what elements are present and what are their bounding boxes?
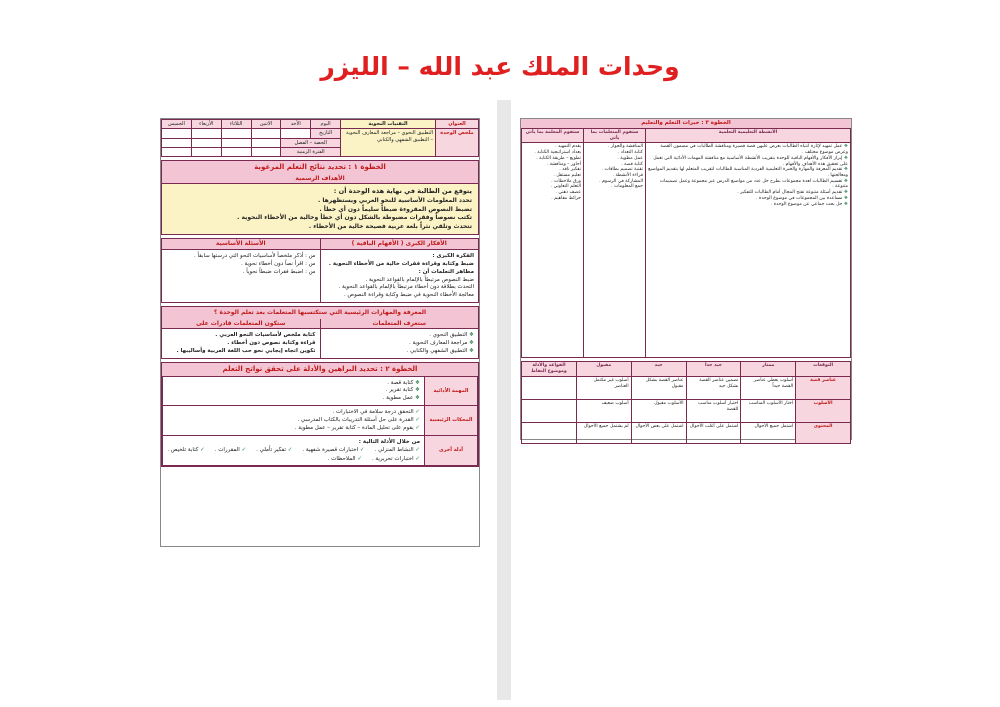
rubric-header-cell: جيد جداً [686, 362, 741, 376]
rubric-header-cell: جيد [631, 362, 686, 376]
big-ideas-section [161, 238, 479, 303]
learners-know-item: ❖ التطبيق النحوي . [325, 332, 475, 339]
big-idea-item: التحدث بطلاقة دون أخطاء مرتبطاً بالإلمام بالقواعد النحوية . [338, 284, 474, 291]
title-label: العنوان [436, 120, 479, 129]
essential-q-item: س : أذكر ملخصاً لأساسيات النحو التي درستها سابقاً . [193, 252, 316, 259]
objectives-title: الأهداف الرسمية [162, 174, 478, 185]
day-col-4: الأربعاء [191, 120, 221, 129]
page-gutter [497, 100, 511, 700]
learners-able-col [162, 319, 320, 358]
rubric-header-cell: مقبول [576, 362, 631, 376]
activity-item: ❖ مساعدة بين المجموعات في موضوع الوحدة . [648, 196, 848, 202]
learner-item: تعليم مستقل . [553, 173, 581, 179]
rubric-cell: الأسلوب مقبول [631, 399, 686, 422]
main-criteria-item: ✓ يقوم على تحليل المادة – كتابة تقرير – عمل مطوية . [167, 425, 420, 432]
title-value: التقنيات النحوية [341, 120, 436, 129]
learner-item: تطويع – طريقة الكتابة . [536, 155, 581, 161]
big-idea-item: مظاهر التعلمات أن : [418, 268, 474, 275]
day-col-1: الأحد [281, 120, 311, 129]
other-evidence-item: ✓ اختبارات تحريرية . [372, 456, 420, 463]
rubric-row-label: عناصر قصة [796, 376, 851, 399]
rubric-row-label: المحتوى [796, 422, 851, 443]
essential-q-list [162, 250, 320, 279]
rubric-cell [522, 422, 577, 443]
activity-item: ❖ حل بحث جماعي عن موضوع الوحدة . [648, 202, 848, 208]
day-col-5: الخميس [162, 120, 192, 129]
main-criteria-label: المحكات الرئيسية [425, 406, 478, 436]
learners-know-title: ستعرف المتعلمات [321, 319, 479, 330]
unit-header-table [161, 119, 479, 157]
ahead-item: المشاركة في الرسوم . [599, 178, 643, 184]
ahead-item: جمع المعلومات . [611, 184, 643, 190]
other-evidence-item: ✓ المقررات . [215, 447, 246, 454]
learner-item: خرائط مفاهيم . [551, 195, 581, 201]
activity-item: ❖ تقديم أسئلة متنوعة تفتح المجال أمام الطالبات للتفكير . [648, 190, 848, 196]
col-plan-ahead: ستقوم المتعلمات بما يأتي [584, 128, 646, 142]
step1-title: الخطوة ١ : تحديد نتائج التعلم المرغوبة [162, 161, 478, 174]
objectives-box [162, 184, 478, 234]
objective-item: تضبط النصوص المقروءة ضبطاً سليماً دون أي خطأ . [319, 205, 472, 213]
date-label: التاريخ [311, 129, 341, 138]
col-activities: الأنشطة التعليمية التعلمية [646, 128, 851, 142]
objectives-lead: يتوقع من الطالبة في نهاية هذه الوحدة أن : [333, 187, 472, 196]
summary-label: ملخص الوحدة [436, 129, 479, 157]
day-col-2: الاثنين [251, 120, 281, 129]
essential-questions-col [162, 239, 320, 302]
rubric-cell: عناصر القصة بشكل مقبول [631, 376, 686, 399]
learners-know-item: ❖ التطبيق الشفهي والكتابي . [325, 348, 475, 355]
main-criteria-item: ✓ التحقق درجة سلامة في الاختبارات . [167, 409, 420, 416]
step2-title: الخطوة ٢ : تحديد البراهين والأدلة على تحقق نواتج التعلم [162, 363, 478, 376]
objective-item: تتحدث وتلقي نثراً بلغة عربية فصيحة خالية من الأخطاء . [308, 222, 472, 230]
learners-able-item: قراءة وكتابة نصوص دون أخطاء . [227, 340, 316, 346]
activity-item: ❖ عمل تمهيد لإثارة انتباه الطالبات بعرض عليهن قصة قصيرة ومناقشة الطالبات في مضمون القصة وعرض موضوع مختلف . [648, 144, 848, 155]
rubric-cell: اشتمل جميع الأحوال [741, 422, 796, 443]
rubric-header-cell: القواعد والأدلة وموضوع النقاط [522, 362, 577, 376]
page-title: وحدات الملك عبد الله – الليزر [320, 52, 680, 81]
evidence-table [162, 376, 478, 467]
big-idea-item: معالجة الأخطاء النحوية في ضبط وكتابة وقراءة النصوص . [343, 292, 474, 299]
essential-q-item: س : اقرأ نصاً دون أخطاء نحوية . [241, 260, 316, 267]
objective-item: تحدد المعلومات الأساسية للنحو العربي ويستظهرها . [317, 197, 472, 205]
main-criteria-item: ✓ القدرة على حل أسئلة التدريبات بالكتاب المدرسي . [167, 417, 420, 424]
ahead-item: المناقشة والحوار . [608, 144, 643, 150]
left-page [160, 118, 480, 547]
knowledge-section [161, 306, 479, 359]
learners-able-item: تكوين اتجاه إيجابي نحو حب اللغة العربية وأساليبها . [176, 347, 316, 354]
essential-q-item: س : اضبط فقرات ضبطاً نحوياً . [242, 268, 316, 275]
day-col-0: اليوم [311, 120, 341, 129]
learner-item: التعلم التعاوني . [550, 184, 581, 190]
big-ideas-list [321, 250, 479, 302]
learners-able-title: ستكون المتعلمات قادرات على [162, 319, 320, 330]
rubric-cell: اشتمل على أغلب الأحوال [686, 422, 741, 443]
period-label: الحصة – الفصل [281, 138, 341, 147]
learner-item: يقدم التمهيد . [555, 144, 581, 150]
rubric-cell: لم يشتمل جميع الأحوال [576, 422, 631, 443]
rubric-header-cell: ممتاز [741, 362, 796, 376]
day-col-3: الثلاثاء [221, 120, 251, 129]
ahead-item: عمل مطوية . [617, 155, 643, 161]
step2-section [161, 362, 479, 468]
rubric-header-cell: التوقعات [796, 362, 851, 376]
knowledge-title: المعرفة والمهارات الرئيسية التي ستكتسبها المتعلمات بعد تعلم الوحدة ؟ [162, 307, 478, 319]
col-plan-learner: ستقوم المعلمة بما يأتي [522, 128, 584, 142]
activity-item: ❖ تقسيم الطالبات لعدة مجموعات بطرح حل عدد من مواضيع الدرس عبر مجموعة وعمل تصميمات متنوعة . [648, 179, 848, 190]
objective-item: تكتب نصوصاً وفقرات مضبوطة بالشكل دون أي خطأ وخالية من الأخطاء النحوية . [237, 214, 472, 222]
rubric-cell: اختار الأسلوب المناسب [741, 399, 796, 422]
duration-label: الفترة الزمنية [281, 147, 341, 156]
rubric-cell: تضمين عناصر القصة بشكل جيد [686, 376, 741, 399]
perf-task-item: ❖ كتابة قصة . [167, 380, 420, 387]
rubric-cell: اشتمل على بعض الأحوال [631, 422, 686, 443]
perf-task-item: ❖ كتابة تقرير . [167, 387, 420, 394]
rubric-cell [522, 376, 577, 399]
learner-item: ورق ملاحظات . [551, 178, 581, 184]
big-ideas-title: الأفكار الكبرى ( الأفهام الباقية ) [321, 239, 479, 250]
rubric-cell: أسلوب ضعيف [576, 399, 631, 422]
learner-item: تفكير ناقد . [559, 167, 581, 173]
big-idea-item: الفكرة الكبرى : [432, 252, 474, 259]
learners-know-col [320, 319, 479, 358]
other-evidence-item: ✓ تفكير تأملي . [256, 447, 292, 454]
learners-able-item: كتابة ملخص لأساسيات النحو العربي . [215, 332, 316, 339]
ahead-item: كتابة قصة . [621, 161, 643, 167]
learner-item: عصف ذهني . [555, 190, 581, 196]
step1-section [161, 160, 479, 235]
activity-item: ❖ إبراز الأفكار والأفهام الباقية للوحدة بتقريب الأنشطة الأساسية مع مناقشة المهمات الأدائية التي تعمل على تحقيق هذه الأهداف والأفهام . [648, 156, 848, 167]
essential-q-title: الأسئلة الأساسية [162, 239, 320, 250]
learner-item: أحاور – ومناقشة . [546, 161, 581, 167]
learners-know-item: ❖ مراجعة المعارف النحوية . [325, 340, 475, 347]
perf-task-label: المهمة الأدائية [425, 376, 478, 406]
other-evidence-item: ✓ كتابة تلخيص . [167, 447, 204, 454]
perf-task-item: ❖ عمل مطوية . [167, 395, 420, 402]
big-idea-item: ضبط وكتابة وقراءة فقرات خالية من الأخطاء النحوية . [328, 260, 474, 267]
right-page [520, 118, 852, 440]
ahead-item: تقنية تصميم بطاقات . [601, 167, 643, 173]
step3-title: الخطوة ٣ : خبرات التعلم والتعليم [521, 119, 851, 128]
other-evidence-item: ✓ اختبارات قصيرة شفهية . [302, 447, 364, 454]
other-evidence-item: ✓ الملاحظات . [328, 456, 362, 463]
other-evidence-item: ✓ النشاط المنزلي . [375, 447, 420, 454]
ahead-item: كتابة التعداد . [617, 150, 643, 156]
rubric-row-label: الأسلوب [796, 399, 851, 422]
rubric-cell: أسلوب غير مكتمل العناصر [576, 376, 631, 399]
activities-table [521, 128, 851, 358]
other-evidence-lead: من خلال الأدلة التالية : [358, 438, 420, 445]
big-ideas-col [320, 239, 479, 302]
ahead-item: قراءة الأنشطة . [612, 173, 643, 179]
big-idea-item: ضبط النصوص مرتبطاً بالإلمام بالقواعد النحوية . [365, 276, 474, 283]
learner-item: يعداد استراتيجية الكتابة . [534, 150, 581, 156]
other-evidence-label: أدلة أخرى [425, 435, 478, 466]
rubric-cell: أسلوب يعطي عناصر القصة جيداً [741, 376, 796, 399]
summary-value: التطبيق النحوي – مراجعة المعارف النحوية – التطبيق الشفهي والكتابي [341, 129, 436, 157]
rubric-table [521, 361, 851, 443]
activity-item: ❖ تقديم المعرفة والمهارة والخبرة التعليمية الفردية المناسبة للطالبات لتقريب المتعلم لها بتقديم المواضيع ومعالجتها . [648, 167, 848, 178]
rubric-cell [522, 399, 577, 422]
rubric-cell: اختيار أسلوب مناسب للقصة [686, 399, 741, 422]
